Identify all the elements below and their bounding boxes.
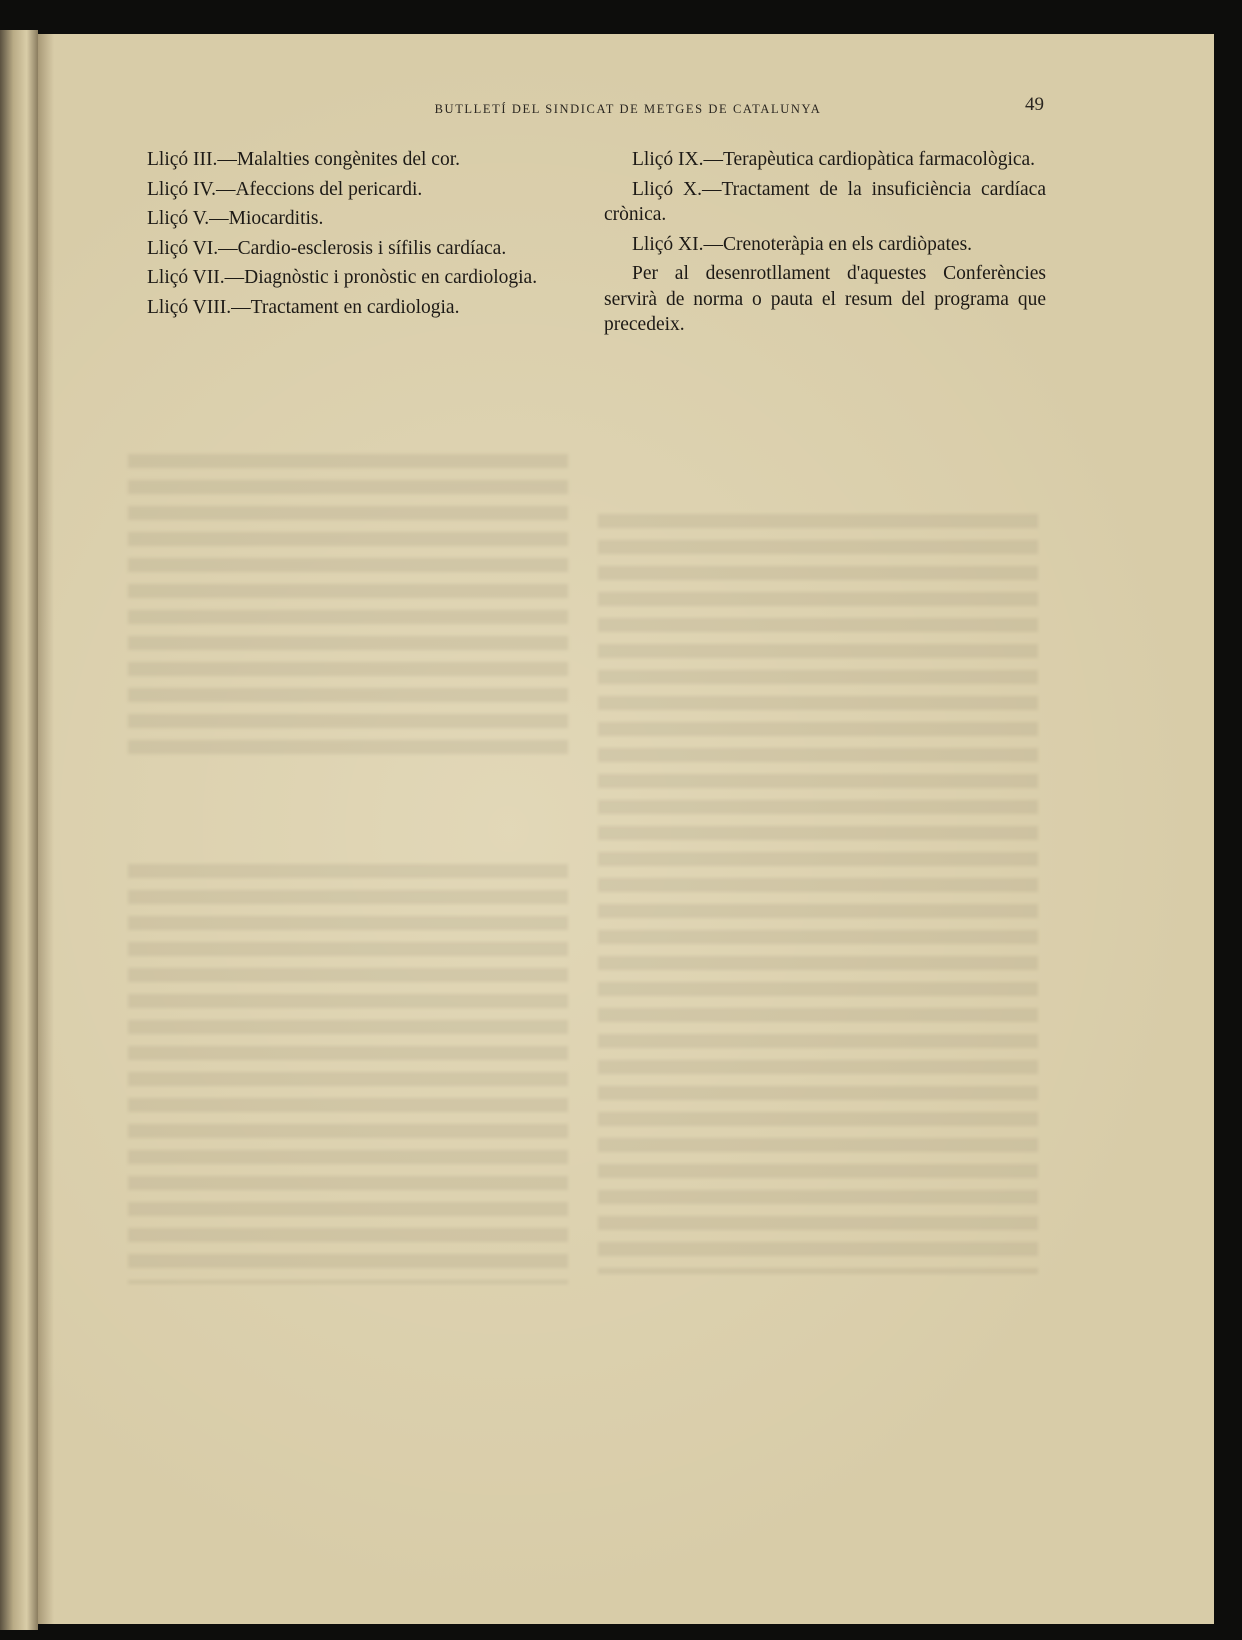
running-head: BUTLLETÍ DEL SINDICAT DE METGES DE CATALUNYA	[434, 102, 822, 116]
lesson-entry: Lliçó V.—Miocarditis.	[147, 208, 324, 229]
lesson-entry: Lliçó XI.—Crenoteràpia en els cardiòpates.	[632, 233, 973, 255]
lesson-entry: Lliçó VI.—Cardio-esclerosis i sífilis cardíaca.	[147, 237, 507, 259]
lesson-entry: Lliçó III.—Malalties congènites del cor.	[147, 149, 460, 170]
lesson-entry: Lliçó VIII.—Tractament en cardiologia.	[147, 296, 460, 318]
bleed-through-text	[128, 454, 568, 754]
closing-paragraph: Per al desenrotllament d'aquestes Conferències servirà de norma o pauta el resum del programa que precedeix.	[604, 263, 1046, 335]
lesson-entry: Lliçó VII.—Diagnòstic i pronòstic en cardiologia.	[147, 267, 538, 288]
bleed-through-text	[128, 864, 568, 1284]
book-page	[38, 34, 1214, 1624]
left-column	[119, 147, 561, 324]
binding-edge	[0, 30, 38, 1630]
page-number: 49	[1025, 94, 1044, 115]
right-column	[604, 147, 1046, 342]
lesson-entry: Lliçó IV.—Afeccions del pericardi.	[147, 178, 423, 200]
bleed-through-text	[598, 514, 1038, 1274]
lesson-entry: Lliçó X.—Tractament de la insuficiència cardíaca crònica.	[604, 178, 1046, 225]
lesson-entry: Lliçó IX.—Terapèutica cardiopàtica farmacològica.	[632, 149, 1036, 170]
